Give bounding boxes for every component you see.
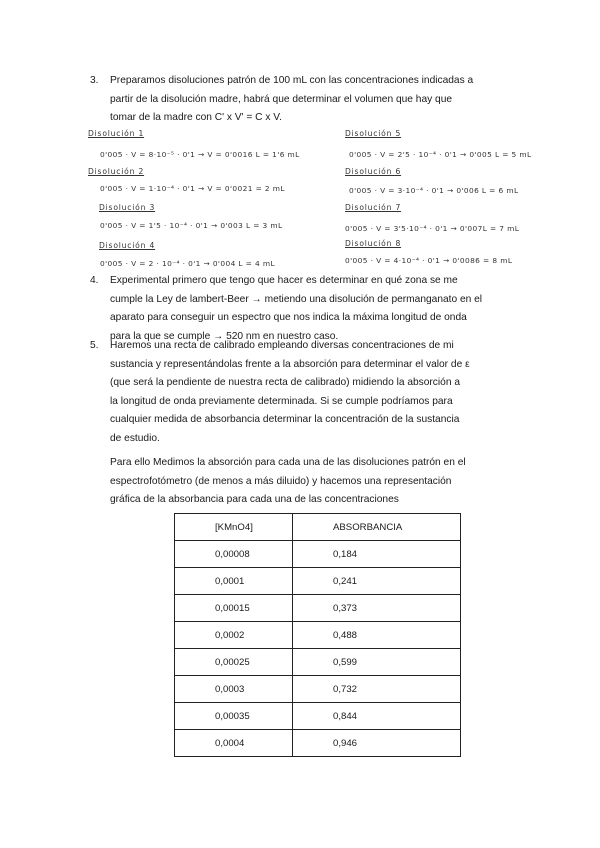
disolucion-7-title: Disolución 7: [345, 203, 402, 212]
item5-line1: Haremos una recta de calibrado empleando diversas concentraciones de mi: [110, 340, 454, 351]
paragraph-line1: Para ello Medimos la absorción para cada una de las disoluciones patrón en el: [110, 457, 466, 468]
cell-concentration: 0,0001: [175, 568, 293, 595]
disolucion-5-title: Disolución 5: [345, 129, 402, 138]
item-number: 4.: [90, 275, 99, 286]
item4-line3: aparato para conseguir un espectro que nos indica la máxima longitud de onda: [110, 312, 467, 323]
table-header-row: [175, 514, 461, 541]
cell-absorbance: 0,241: [293, 568, 461, 595]
disolucion-5-calc: 0'005 · V = 2'5 · 10⁻⁴ · 0'1 → 0'005 L = 5 mL: [349, 150, 532, 159]
item5-line2: sustancia y representándolas frente a la absorción para determinar el valor de ε: [110, 358, 470, 370]
cell-concentration: 0,0003: [175, 676, 293, 703]
disolucion-8-calc: 0'005 · V = 4·10⁻⁴ · 0'1 → 0'0086 = 8 mL: [345, 256, 513, 265]
disolucion-4-calc: 0'005 · V = 2 · 10⁻⁴ · 0'1 → 0'004 L = 4 mL: [100, 259, 275, 268]
paragraph-line3: gráfica de la absorbancia para cada una de las concentraciones: [110, 494, 399, 505]
cell-absorbance: 0,184: [293, 541, 461, 568]
header-absorbance: ABSORBANCIA: [293, 514, 461, 541]
cell-absorbance: 0,488: [293, 622, 461, 649]
disolucion-4-title: Disolución 4: [99, 241, 156, 250]
cell-concentration: 0,00008: [175, 541, 293, 568]
paragraph-line2: espectrofotómetro (de menos a más diluido) y hacemos una representación: [110, 475, 452, 487]
cell-concentration: 0,00035: [175, 703, 293, 730]
table-row: [175, 541, 461, 568]
cell-concentration: 0,0002: [175, 622, 293, 649]
disolucion-2-calc: 0'005 · V = 1·10⁻⁴ · 0'1 → V = 0'0021 = 2 mL: [100, 184, 285, 193]
item3-line3: tomar de la madre con C' x V' = C x V.: [110, 112, 282, 123]
list-item-5: [90, 337, 530, 448]
cell-absorbance: 0,844: [293, 703, 461, 730]
list-item-4: [90, 272, 530, 346]
table-row: [175, 568, 461, 595]
disolucion-3-calc: 0'005 · V = 1'5 · 10⁻⁴ · 0'1 → 0'003 L = 3 mL: [100, 221, 283, 230]
method-paragraph: [110, 454, 520, 510]
disolucion-6-calc: 0'005 · V = 3·10⁻⁴ · 0'1 → 0'006 L = 6 mL: [349, 186, 519, 195]
disolucion-2-title: Disolución 2: [88, 167, 145, 176]
disolucion-6-title: Disolución 6: [345, 167, 402, 176]
item3-line1: Preparamos disoluciones patrón de 100 mL con las concentraciones indicadas a: [110, 75, 474, 86]
cell-absorbance: 0,946: [293, 730, 461, 757]
item4-line1: Experimental primero que tengo que hacer es determinar en qué zona se me: [110, 275, 458, 286]
item4-line2: cumple la Ley de lambert-Beer → metiendo una disolución de permanganato en el: [110, 293, 483, 305]
table-row: [175, 703, 461, 730]
item3-line2: partir de la disolución madre, habrá que determinar el volumen que hay que: [110, 93, 453, 105]
item5-line3: (que será la pendiente de nuestra recta de calibrado) midiendo la absorción a: [110, 377, 460, 388]
item5-line4: la longitud de onda previamente determinada. Si se cumple podríamos para: [110, 395, 453, 407]
item-number: 3.: [90, 75, 99, 86]
disolucion-1-calc: 0'005 · V = 8·10⁻⁵ · 0'1 → V = 0'0016 L = 1'6 mL: [100, 150, 300, 159]
table-row: [175, 595, 461, 622]
item5-line6: de estudio.: [110, 432, 160, 444]
cell-concentration: 0,00015: [175, 595, 293, 622]
table-row: [175, 730, 461, 757]
cell-absorbance: 0,373: [293, 595, 461, 622]
absorbance-table: [174, 513, 461, 757]
table-row: [175, 649, 461, 676]
table-row: [175, 676, 461, 703]
disolucion-1-title: Disolución 1: [88, 129, 145, 138]
table-row: [175, 622, 461, 649]
cell-absorbance: 0,732: [293, 676, 461, 703]
cell-concentration: 0,00025: [175, 649, 293, 676]
disolucion-8-title: Disolución 8: [345, 239, 402, 248]
cell-absorbance: 0,599: [293, 649, 461, 676]
disolucion-3-title: Disolución 3: [99, 203, 156, 212]
disolucion-7-calc: 0'005 · V = 3'5·10⁻⁴ · 0'1 → 0'007L = 7 mL: [345, 224, 520, 233]
header-concentration: [KMnO4]: [175, 514, 293, 541]
list-item-3: [90, 72, 530, 128]
item5-line5: cualquier medida de absorbancia determinar la concentración de la sustancia: [110, 414, 460, 425]
item-number: 5.: [90, 340, 99, 351]
cell-concentration: 0,0004: [175, 730, 293, 757]
item4-line4: para la que se cumple → 520 nm en nuestro caso.: [110, 330, 339, 342]
